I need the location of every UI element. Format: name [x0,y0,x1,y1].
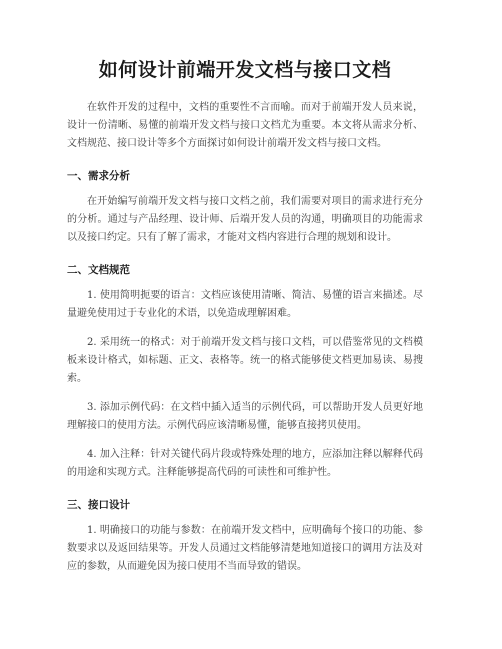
section-heading-requirements: 一、需求分析 [67,170,130,182]
doc-standards-item-1: 1. 使用简明扼要的语言：文档应该使用清晰、简洁、易懂的语言来描述。尽量避免使用过于专业化的术语，以免造成理解困难。 [67,290,423,319]
section-heading-doc-standards: 二、文档规范 [67,264,130,276]
doc-standards-item-4: 4. 加入注释：针对关键代码片段或特殊处理的地方，应添加注释以解释代码的用途和实现方式。注释能够提高代码的可读性和可维护性。 [67,449,423,478]
requirements-paragraph: 在开始编写前端开发文档与接口文档之前，我们需要对项目的需求进行充分的分析。通过与产品经理、设计师、后端开发人员的沟通，明确项目的功能需求以及接口约定。只有了解了需求，才能对文档内容进行合理的规划和设计。 [67,196,423,243]
doc-standards-item-2: 2. 采用统一的格式：对于前端开发文档与接口文档，可以借鉴常见的文档模板来设计格式，如标题、正文、表格等。统一的格式能够使文档更加易读、易搜索。 [67,337,423,384]
doc-standards-item-3: 3. 添加示例代码：在文档中插入适当的示例代码，可以帮助开发人员更好地理解接口的使用方法。示例代码应该清晰易懂，能够直接拷贝使用。 [67,402,423,431]
interface-design-item-1: 1. 明确接口的功能与参数：在前端开发文档中，应明确每个接口的功能、参数要求以及返回结果等。开发人员通过文档能够清楚地知道接口的调用方法及对应的参数，从而避免因为接口使用不当而导致的错误。 [67,525,423,572]
document-title: 如何设计前端开发文档与接口文档 [98,59,392,81]
section-heading-interface-design: 三、接口设计 [67,499,130,511]
intro-paragraph: 在软件开发的过程中，文档的重要性不言而喻。而对于前端开发人员来说，设计一份清晰、易懂的前端开发文档与接口文档尤为重要。本文将从需求分析、文档规范、接口设计等多个方面探讨如何设计前端开发文档与接口文档。 [67,102,423,149]
